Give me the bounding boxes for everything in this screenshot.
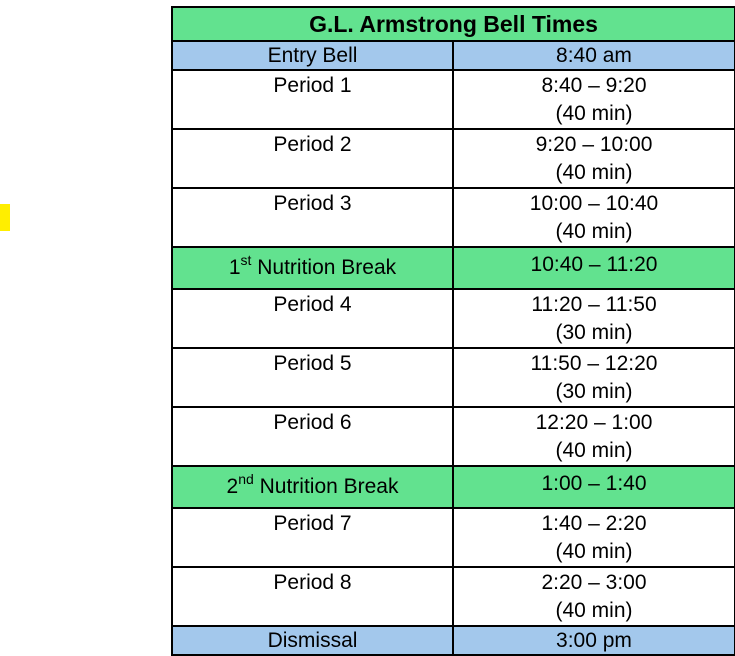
- row-time-cell: [453, 289, 735, 348]
- row-time: 8:40 am: [453, 41, 735, 70]
- table-title-row: [172, 7, 735, 41]
- ordinal-suffix: nd: [238, 471, 254, 487]
- break-label: Nutrition Break: [253, 475, 399, 498]
- row-duration: (40 min): [555, 102, 633, 125]
- table-row: [172, 626, 735, 655]
- table-row: [172, 508, 735, 567]
- table-row: [172, 289, 735, 348]
- row-duration: (30 min): [555, 321, 633, 344]
- row-duration: (40 min): [555, 599, 633, 622]
- row-name: Period 2: [172, 129, 453, 188]
- row-time: 2:20 – 3:00: [541, 571, 647, 594]
- row-name: Period 7: [172, 508, 453, 567]
- row-time: 10:40 – 11:20: [453, 247, 735, 289]
- row-name: [172, 247, 453, 289]
- row-name: Dismissal: [172, 626, 453, 655]
- row-time-cell: [453, 129, 735, 188]
- bell-times-table: [171, 6, 735, 656]
- yellow-highlight-mark: [0, 204, 10, 231]
- table-row: [172, 466, 735, 508]
- row-name: Period 6: [172, 407, 453, 466]
- row-name: [172, 466, 453, 508]
- break-label: Nutrition Break: [251, 256, 397, 279]
- row-name: Entry Bell: [172, 41, 453, 70]
- table-row: [172, 70, 735, 129]
- row-time-cell: [453, 70, 735, 129]
- row-name: Period 5: [172, 348, 453, 407]
- row-time-cell: [453, 508, 735, 567]
- row-time: 1:40 – 2:20: [541, 512, 647, 535]
- row-time: 3:00 pm: [453, 626, 735, 655]
- row-time: 9:20 – 10:00: [535, 133, 653, 156]
- table-row: [172, 348, 735, 407]
- row-time-cell: [453, 188, 735, 247]
- table-row: [172, 41, 735, 70]
- ordinal-suffix: st: [240, 252, 252, 268]
- row-name: Period 8: [172, 567, 453, 626]
- row-duration: (40 min): [555, 540, 633, 563]
- table-row: [172, 188, 735, 247]
- table-row: [172, 567, 735, 626]
- row-time: 11:50 – 12:20: [530, 352, 658, 375]
- row-time-cell: [453, 348, 735, 407]
- row-name: Period 1: [172, 70, 453, 129]
- row-time-cell: [453, 567, 735, 626]
- table-title: G.L. Armstrong Bell Times: [172, 7, 735, 41]
- row-time-cell: [453, 407, 735, 466]
- row-name: Period 4: [172, 289, 453, 348]
- row-duration: (40 min): [555, 161, 633, 184]
- table-row: [172, 407, 735, 466]
- ordinal-number: 2: [226, 475, 239, 498]
- row-time: 8:40 – 9:20: [541, 74, 647, 97]
- table-row: [172, 247, 735, 289]
- row-name: Period 3: [172, 188, 453, 247]
- row-duration: (40 min): [555, 220, 633, 243]
- row-time: 11:20 – 11:50: [531, 293, 657, 316]
- row-duration: (40 min): [555, 439, 633, 462]
- row-time: 12:20 – 1:00: [535, 411, 653, 434]
- table-row: [172, 129, 735, 188]
- ordinal-number: 1: [228, 256, 241, 279]
- row-time: 1:00 – 1:40: [453, 466, 735, 508]
- row-duration: (30 min): [555, 380, 633, 403]
- row-time: 10:00 – 10:40: [529, 192, 659, 215]
